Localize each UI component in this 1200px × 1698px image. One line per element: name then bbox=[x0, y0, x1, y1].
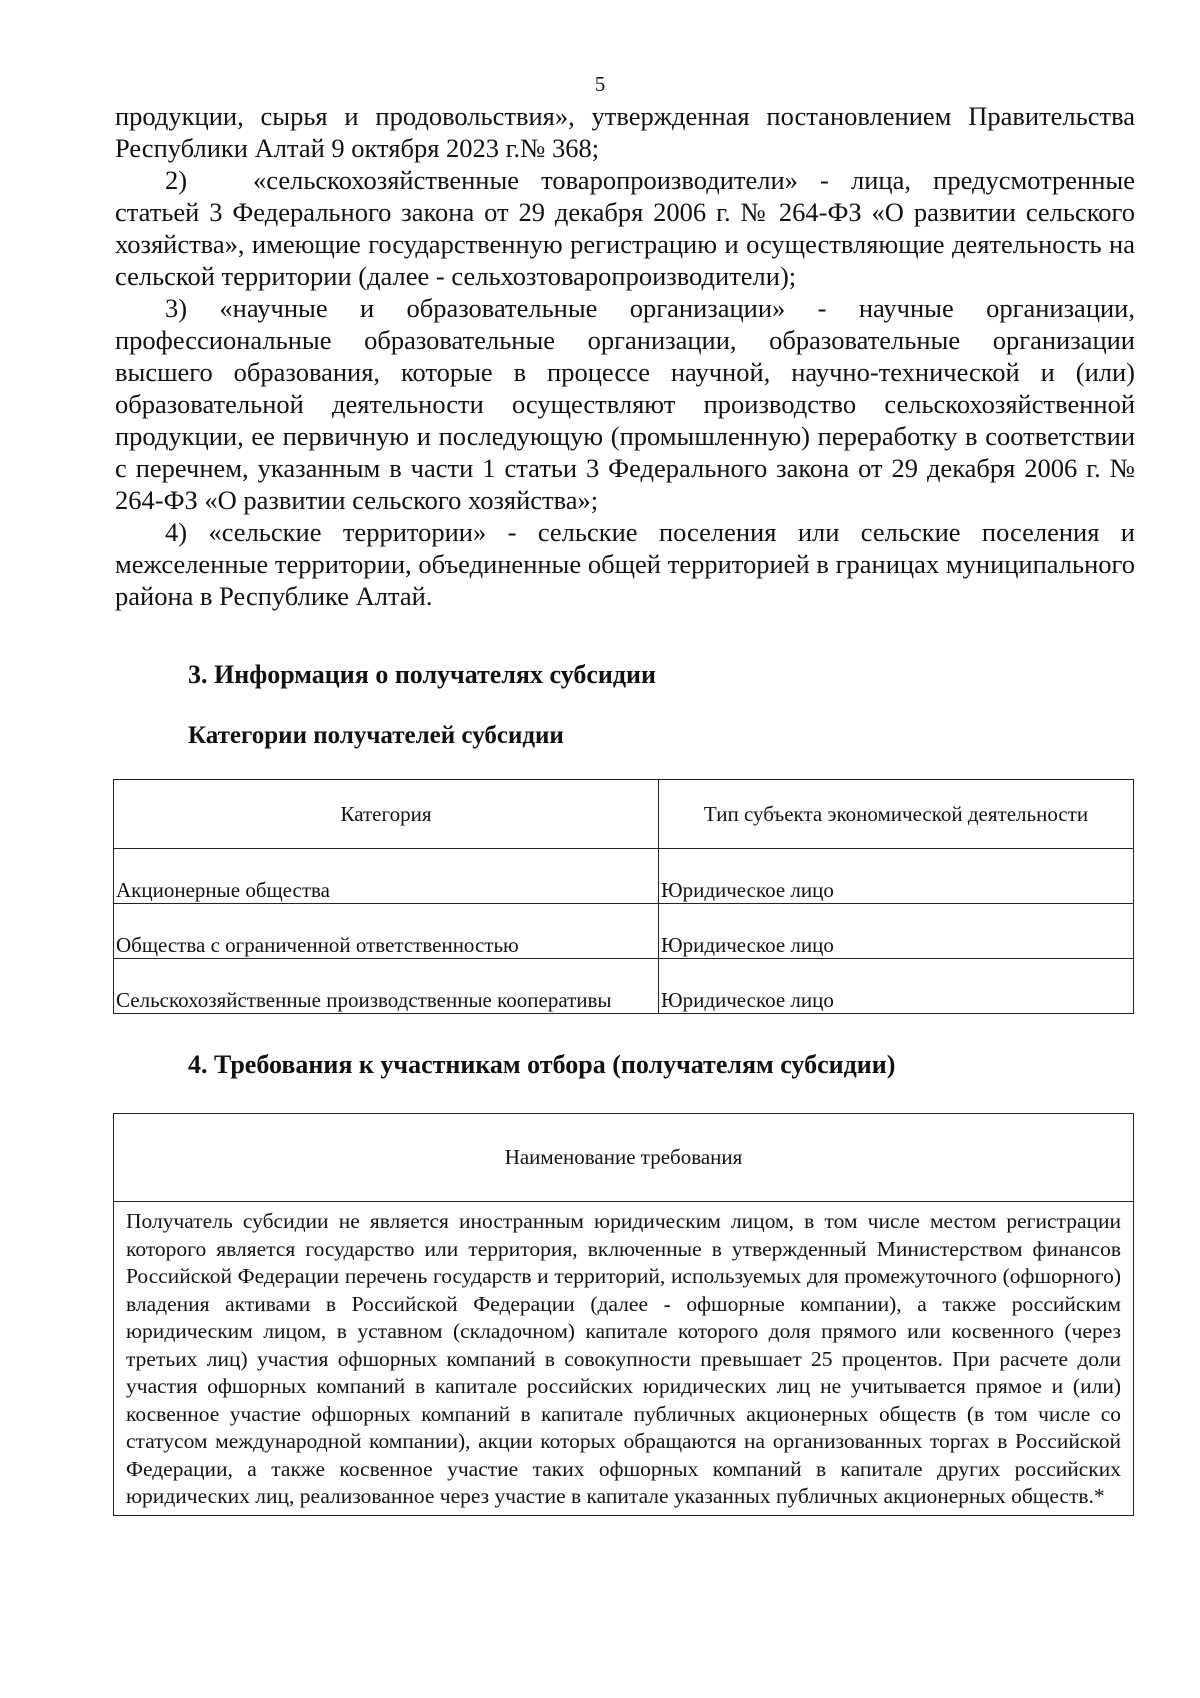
entity-type-cell: Юридическое лицо bbox=[659, 959, 1134, 1014]
paragraph-item-2 bbox=[115, 164, 1135, 292]
table-row bbox=[114, 849, 1134, 904]
paragraph-item-3: 3) «научные и образовательные организации» - научные организации, профессиональные образовательные организации, образовательные организации высшего образования, которые в процессе научной, научно-технической и (или) образовательной деятельности осуществляют производство сельскохозяйственной продукции, ее первичную и последующую (промышленную) переработку в соответствии с перечнем, указанным в части 1 статьи 3 Федерального закона от 29 декабря 2006 г. № 264-ФЗ «О развитии сельского хозяйства»; bbox=[115, 293, 1135, 515]
header-category: Категория bbox=[114, 780, 659, 849]
category-cell: Сельскохозяйственные производственные кооперативы bbox=[114, 959, 659, 1014]
requirement-cell: Получатель субсидии не является иностранным юридическим лицом, в том числе местом регистрации которого является государство или территория, включенные в утвержденный Министерством финансов Российской Федерации перечень государств и территорий, используемых для промежуточного (офшорного) владения активами в Российской Федерации (далее - офшорные компании), а также российским юридическим лицом, в уставном (складочном) капитале которого доля прямого или косвенного (через третьих лиц) участия офшорных компаний в совокупности превышает 25 процентов. При расчете доли участия офшорных компаний в капитале российских юридических лиц не учитывается прямое и (или) косвенное участие офшорных компаний в капитале публичных акционерных обществ (в том числе со статусом международной компании), акции которых обращаются на организованных торгах в Российской Федерации, а также косвенное участие таких офшорных компаний в капитале других российских юридических лиц, реализованное через участие в капитале указанных публичных акционерных обществ.* bbox=[114, 1202, 1134, 1516]
category-cell: Акционерные общества bbox=[114, 849, 659, 904]
item-text: «сельскохозяйственные товаропроизводители» - лица, предусмотренные статьей 3 Федерального закона от 29 декабря 2006 г. № 264-ФЗ «О развитии сельского хозяйства», имеющие государственную регистрацию и осуществляющие деятельность на сельской территории (далее - сельхозтоваропроизводители); bbox=[115, 165, 1135, 291]
body-text bbox=[115, 100, 1135, 612]
header-entity-type: Тип субъекта экономической деятельности bbox=[659, 780, 1134, 849]
requirements-table bbox=[113, 1113, 1134, 1516]
table-header-row bbox=[114, 1114, 1134, 1202]
entity-type-cell: Юридическое лицо bbox=[659, 904, 1134, 959]
header-requirement-name: Наименование требования bbox=[114, 1114, 1134, 1202]
entity-type-cell: Юридическое лицо bbox=[659, 849, 1134, 904]
paragraph-item-4: 4) «сельские территории» - сельские поселения или сельские поселения и межселенные территории, объединенные общей территорией в границах муниципального района в Республике Алтай. bbox=[115, 517, 1135, 611]
section-3-title: 3. Информация о получателях субсидии bbox=[188, 660, 656, 689]
section-4-title: 4. Требования к участникам отбора (получателям субсидии) bbox=[188, 1050, 896, 1079]
item-number: 2) bbox=[165, 165, 188, 195]
page-number: 5 bbox=[594, 72, 606, 96]
paragraph-continuation: продукции, сырья и продовольствия», утвержденная постановлением Правительства Республики Алтай 9 октября 2023 г.№ 368; bbox=[115, 101, 1135, 163]
table-row bbox=[114, 1202, 1134, 1516]
recipient-categories-table bbox=[113, 779, 1134, 1014]
category-cell: Общества с ограниченной ответственностью bbox=[114, 904, 659, 959]
table-row bbox=[114, 959, 1134, 1014]
table-row bbox=[114, 904, 1134, 959]
table-header-row bbox=[114, 780, 1134, 849]
recipient-categories-subtitle: Категории получателей субсидии bbox=[188, 722, 564, 749]
